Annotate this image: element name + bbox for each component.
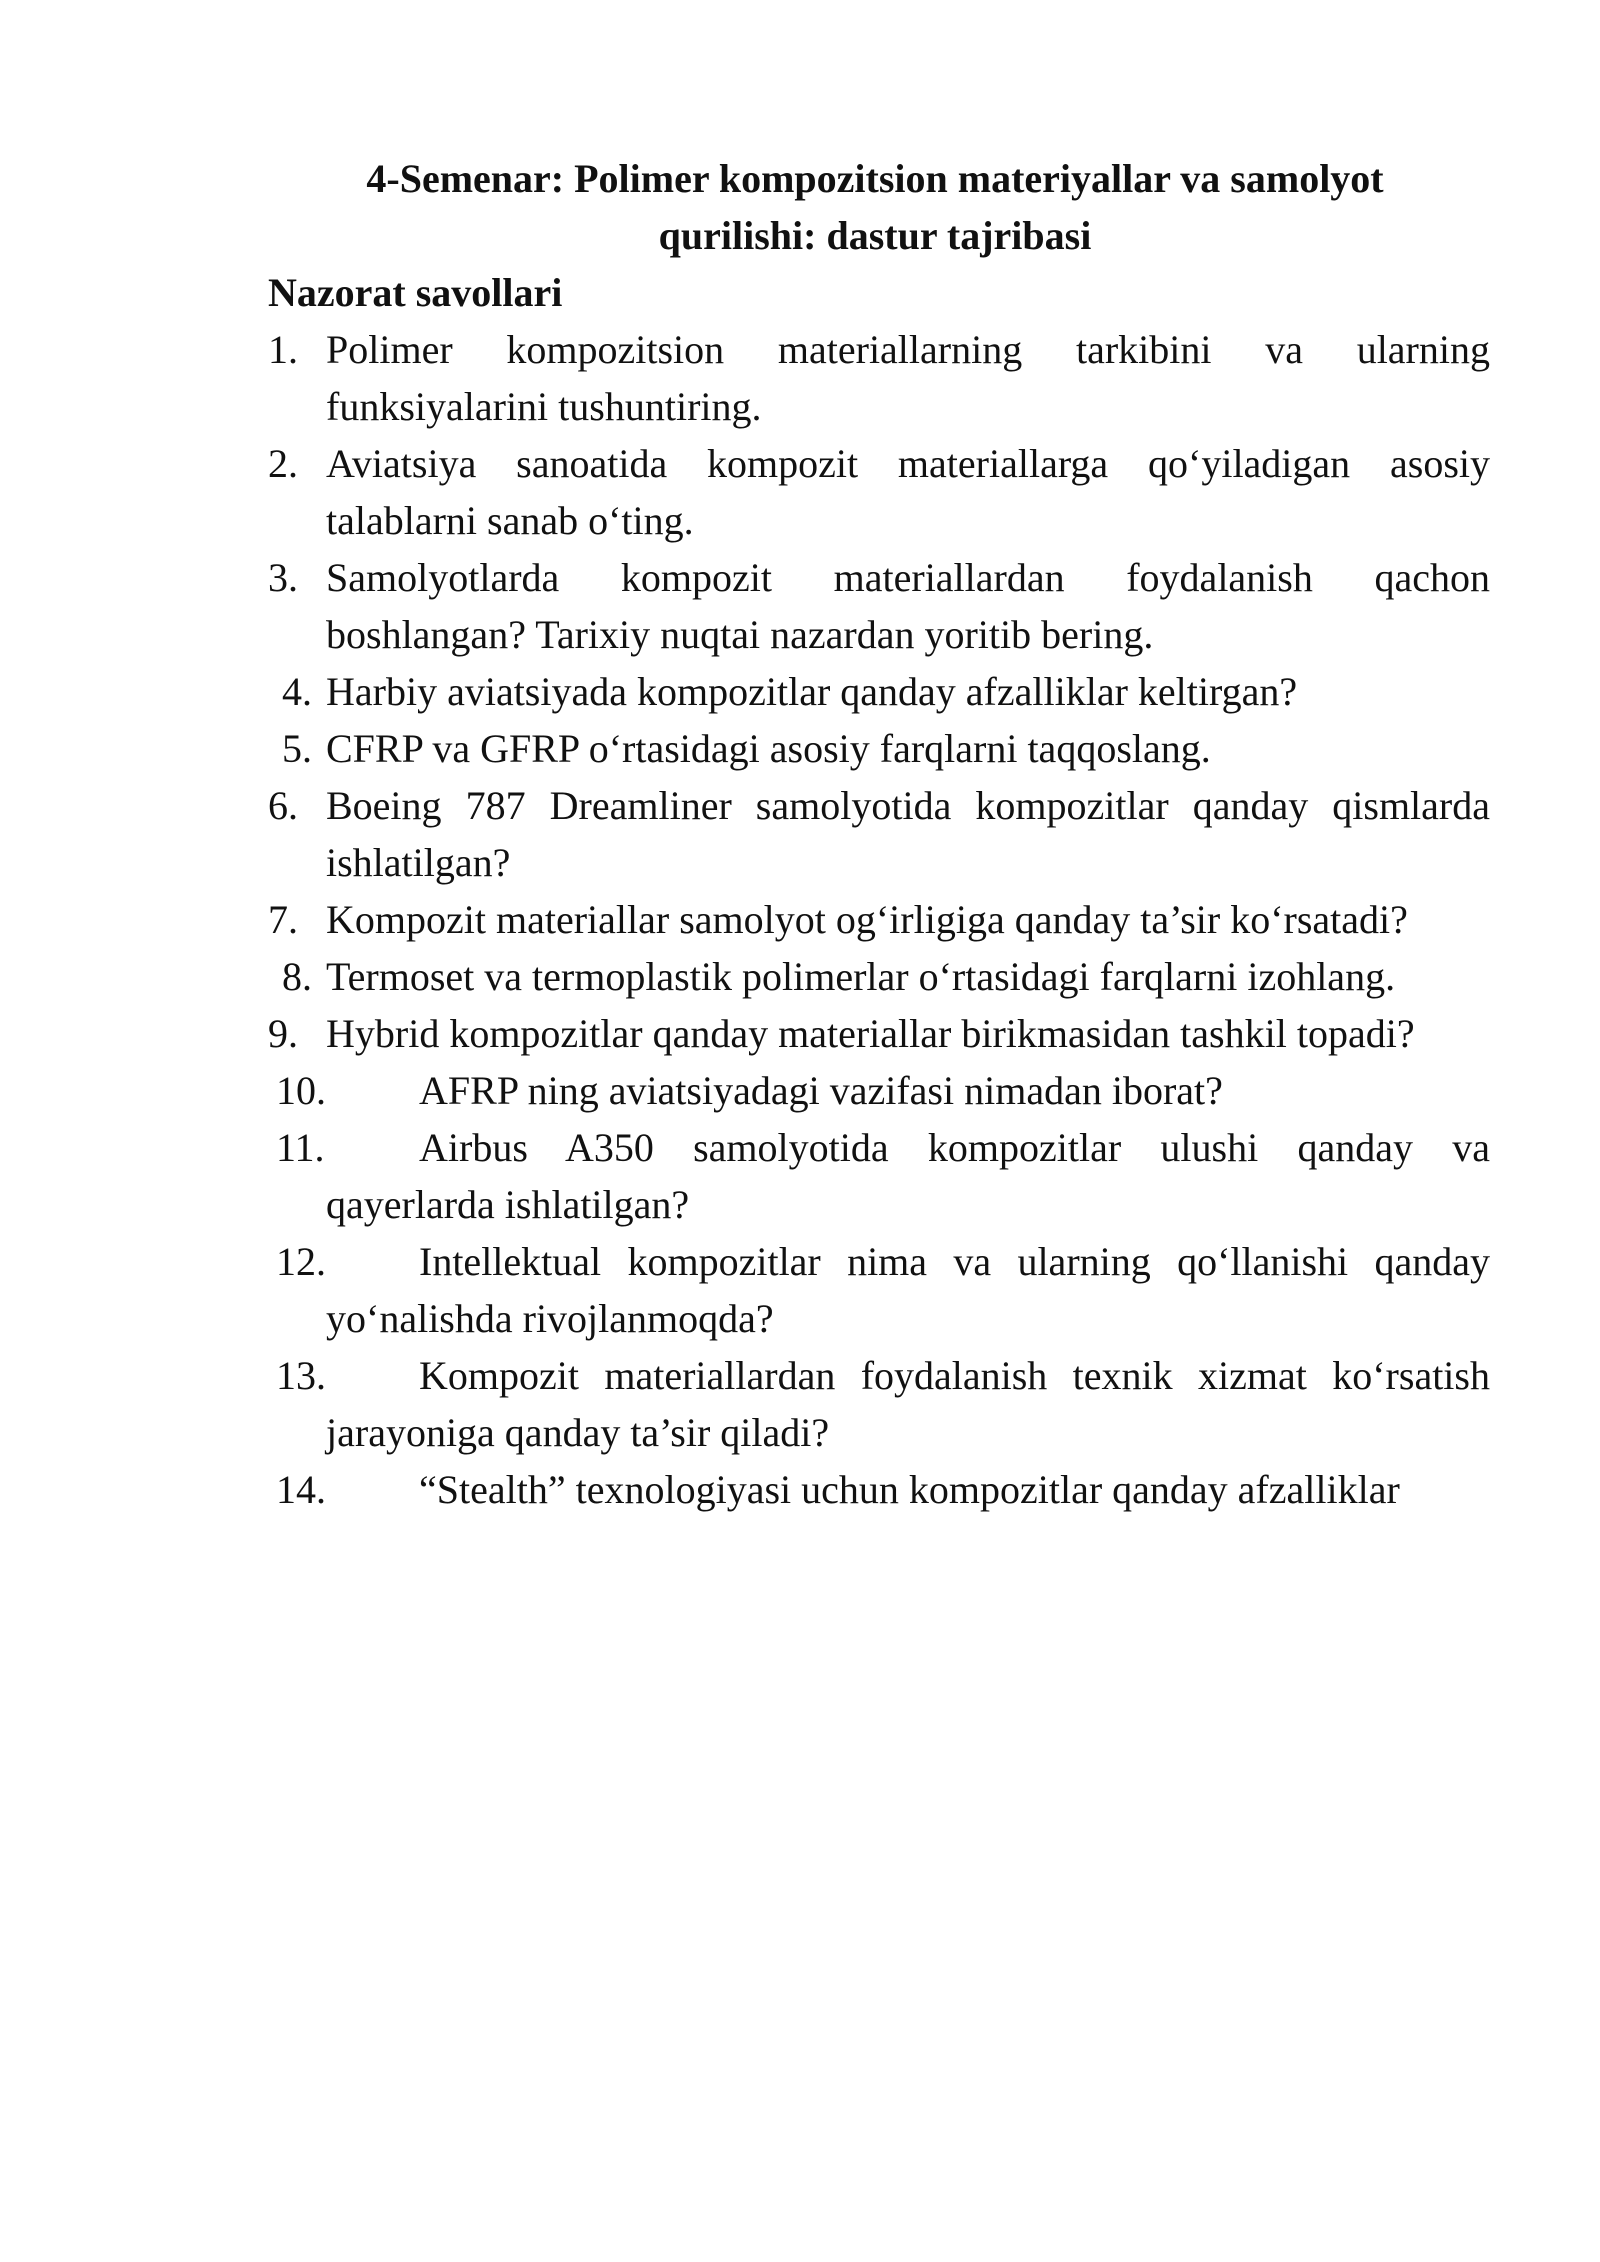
list-item-number: 9. [268,1011,298,1056]
list-item [268,1062,1490,1119]
list-item-text: Polimer kompozitsion materiallarning tarkibini va ularning funksiyalarini tushuntiring. [326,327,1490,429]
list-item-number: 1. [268,327,298,372]
page-title [260,150,1490,264]
list-item [268,720,1490,777]
questions-list [268,321,1490,1518]
list-item-text: Boeing 787 Dreamliner samolyotida kompozitlar qanday qismlarda ishlatilgan? [326,783,1490,885]
list-item [268,1119,1490,1233]
list-item [268,1233,1490,1347]
list-item-text: Termoset va termoplastik polimerlar o‘rtasidagi farqlarni izohlang. [326,954,1396,999]
list-item [268,948,1490,1005]
list-item-text: Aviatsiya sanoatida kompozit materiallarga qo‘yiladigan asosiy talablarni sanab o‘ting. [326,441,1490,543]
list-item-text: Kompozit materiallar samolyot og‘irligiga qanday ta’sir ko‘rsatadi? [326,897,1408,942]
list-item [268,777,1490,891]
list-item-number: 3. [268,555,298,600]
list-item [268,321,1490,435]
list-item-number: 14. [276,1467,326,1512]
list-item-number: 13. [276,1353,326,1398]
list-item [268,1461,1490,1518]
title-line-2: qurilishi: dastur tajribasi [658,213,1092,258]
list-item-number: 11. [276,1125,325,1170]
list-item [268,549,1490,663]
list-item-text: “Stealth” texnologiyasi uchun kompozitlar qanday afzalliklar [419,1467,1400,1512]
list-item [268,663,1490,720]
list-item-text: AFRP ning aviatsiyadagi vazifasi nimadan iborat? [419,1068,1223,1113]
list-item-number: 12. [276,1239,326,1284]
section-heading: Nazorat savollari [268,270,563,315]
list-item-number: 4. [282,669,312,714]
list-item-text: Harbiy aviatsiyada kompozitlar qanday afzalliklar keltirgan? [326,669,1298,714]
list-item-text: Kompozit materiallardan foydalanish texnik xizmat ko‘rsatish jarayoniga qanday ta’sir qiladi? [326,1353,1490,1455]
list-item [268,1347,1490,1461]
list-item-number: 8. [282,954,312,999]
list-item-number: 5. [282,726,312,771]
list-item-number: 6. [268,783,298,828]
list-item-text: Hybrid kompozitlar qanday materiallar birikmasidan tashkil topadi? [326,1011,1415,1056]
list-item [268,1005,1490,1062]
list-item-text: Intellektual kompozitlar nima va ularning qo‘llanishi qanday yo‘nalishda rivojlanmoqda? [326,1239,1490,1341]
list-item-number: 2. [268,441,298,486]
title-line-1: 4-Semenar: Polimer kompozitsion materiyallar va samolyot [366,156,1384,201]
list-item-number: 7. [268,897,298,942]
list-item-number: 10. [276,1068,326,1113]
list-item [268,435,1490,549]
list-item-text: Samolyotlarda kompozit materiallardan foydalanish qachon boshlangan? Tarixiy nuqtai nazardan yoritib bering. [326,555,1490,657]
list-item [268,891,1490,948]
list-item-text: CFRP va GFRP o‘rtasidagi asosiy farqlarni taqqoslang. [326,726,1211,771]
list-item-text: Airbus A350 samolyotida kompozitlar ulushi qanday va qayerlarda ishlatilgan? [326,1125,1490,1227]
